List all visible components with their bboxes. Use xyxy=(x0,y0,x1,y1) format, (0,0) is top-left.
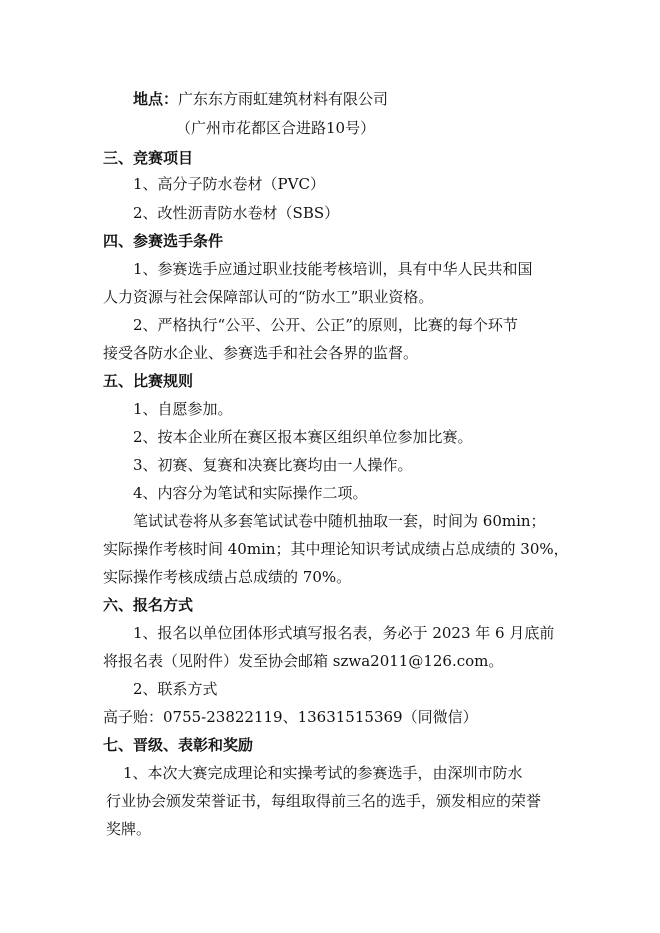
paragraph-line: 1、本次大赛完成理论和实操考试的参赛选手，由深圳市防水 xyxy=(123,764,523,782)
paragraph-line: 2、联系方式 xyxy=(133,680,218,698)
paragraph-line: 实际操作考核成绩占总成绩的 70%。 xyxy=(103,568,352,586)
paragraph-line: 实际操作考核时间 40min；其中理论知识考试成绩占总成绩的 30%， xyxy=(103,540,569,558)
paragraph-line: 将报名表（见附件）发至协会邮箱 szwa2011@126.com。 xyxy=(103,652,504,670)
paragraph-line: 行业协会颁发荣誉证书，每组取得前三名的选手，颁发相应的荣誉 xyxy=(106,792,542,810)
paragraph-line: 1、参赛选手应通过职业技能考核培训，具有中华人民共和国 xyxy=(133,260,533,278)
paragraph-line: 奖牌。 xyxy=(106,820,152,838)
paragraph-line: 接受各防水企业、参赛选手和社会各界的监督。 xyxy=(103,344,419,362)
paragraph-line: 1、报名以单位团体形式填写报名表，务必于 2023 年 6 月底前 xyxy=(133,624,555,642)
section-6-title: 六、报名方式 xyxy=(103,596,194,614)
list-item: 4、内容分为笔试和实际操作二项。 xyxy=(133,484,368,502)
location-label: 地点： xyxy=(133,90,179,108)
list-item: 1、高分子防水卷材（PVC） xyxy=(133,175,325,193)
location-value: 广东东方雨虹建筑材料有限公司 xyxy=(178,90,389,108)
location-address: （广州市花都区合进路10号） xyxy=(176,119,376,137)
section-4-title: 四、参赛选手条件 xyxy=(103,232,224,250)
list-item: 2、按本企业所在赛区报本赛区组织单位参加比赛。 xyxy=(133,428,473,446)
list-item: 2、改性沥青防水卷材（SBS） xyxy=(133,204,340,222)
list-item: 3、初赛、复赛和决赛比赛均由一人操作。 xyxy=(133,456,413,474)
paragraph-line: 人力资源与社会保障部认可的“防水工”职业资格。 xyxy=(103,288,434,306)
section-5-title: 五、比赛规则 xyxy=(103,372,194,390)
contact-line: 高子贻：0755-23822119、13631515369（同微信） xyxy=(103,708,478,726)
paragraph-line: 笔试试卷将从多套笔试试卷中随机抽取一套，时间为 60min； xyxy=(133,512,546,530)
section-3-title: 三、竞赛项目 xyxy=(103,149,194,167)
paragraph-line: 2、严格执行“公平、公开、公正”的原则，比赛的每个环节 xyxy=(133,316,518,334)
list-item: 1、自愿参加。 xyxy=(133,400,233,418)
section-7-title: 七、晋级、表彰和奖励 xyxy=(103,736,254,754)
location-line xyxy=(133,89,388,109)
